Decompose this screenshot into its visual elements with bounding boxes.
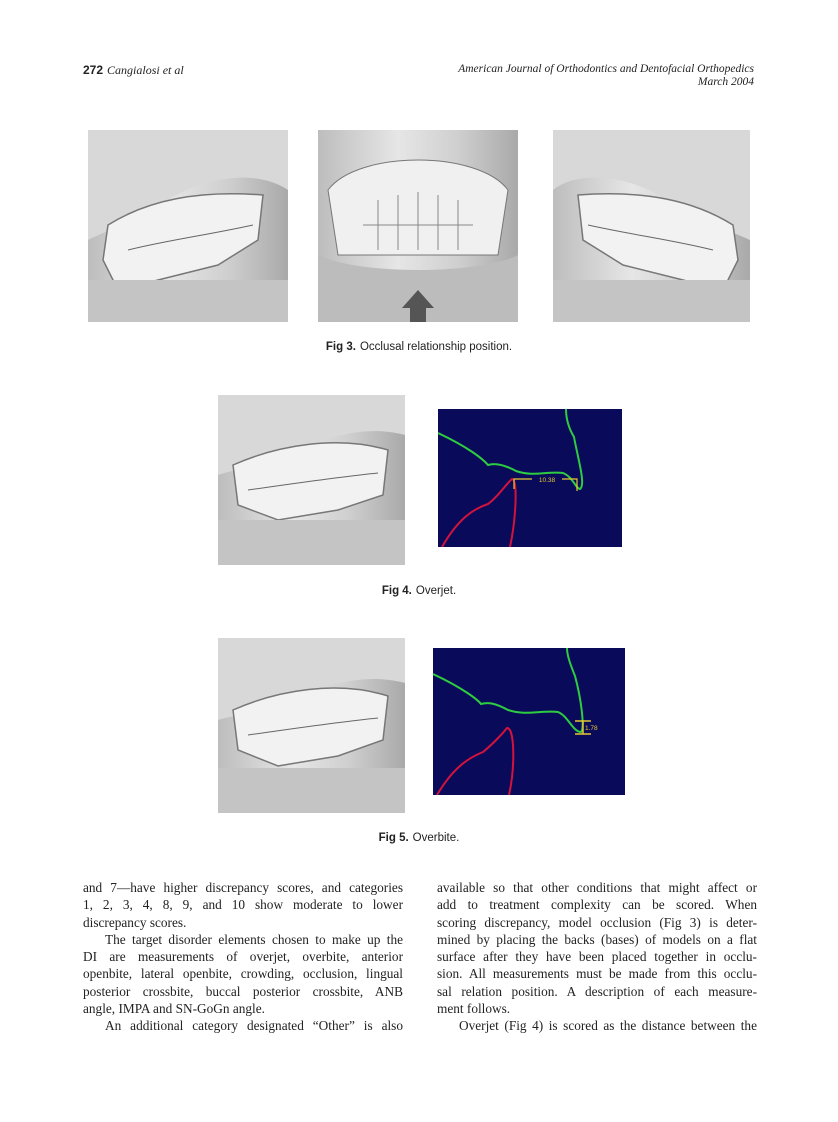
fig3-left-lateral-model-image [88,130,288,322]
fig3-right-lateral-model-image [553,130,750,322]
text-line: discrepancy scores. [83,914,187,930]
fig4-label: Fig 4. [381,585,412,597]
fig5-lateral-model-image [218,638,405,813]
text-line: The target disorder elements chosen to make up the [105,931,403,947]
text-line: add to treatment complexity can be scored. When [437,897,757,913]
fig4-overjet-tracing-image [438,409,622,547]
fig5-overbite-tracing-image [433,648,625,795]
text-line: posterior crossbite, buccal posterior crossbite, ANB [83,983,403,999]
fig3-caption-text: Occlusal relationship position. [359,341,513,353]
text-line: sal relation position. A description of each measure- [437,983,757,999]
body-left-column [83,879,403,1035]
fig3-frontal-model-image [318,130,518,322]
fig4-caption-text: Overjet. [415,585,457,597]
text-line: available so that other conditions that might affect or [437,880,757,895]
fig3-caption [0,341,838,353]
running-header-left [83,63,184,78]
text-line: DI are measurements of overjet, overbite, anterior [83,949,403,965]
text-line: 1, 2, 3, 4, 8, 9, and 10 show moderate to lower [83,897,403,913]
overjet-measurement: 10.38 [538,477,556,484]
fig4-lateral-model-image [218,395,405,565]
text-line: angle, IMPA and SN-GoGn angle. [83,1001,265,1017]
fig4-caption [0,585,838,597]
body-right-column [437,879,757,1035]
text-line: sion. All measurements must be made from this occlu- [437,966,757,982]
issue-date: March 2004 [697,76,754,88]
text-line: Overjet (Fig 4) is scored as the distance between the [459,1018,757,1034]
text-line: mined by placing the backs (bases) of models on a flat [437,931,757,947]
running-header-right [458,63,754,89]
page-number: 272 [83,63,104,77]
fig3-label: Fig 3. [325,341,356,353]
text-line: An additional category designated “Other” is also [105,1018,403,1034]
text-line: scoring discrepancy, model occlusion (Fig 3) is deter- [437,914,757,930]
fig5-caption [0,832,838,844]
text-line: ment follows. [437,1001,511,1017]
text-line: openbite, lateral openbite, crowding, occlusion, lingual [83,966,403,982]
journal-title: American Journal of Orthodontics and Dentofacial Orthopedics [458,63,754,75]
authors: Cangialosi et al [107,63,184,77]
text-line: and 7—have higher discrepancy scores, and categories [83,880,403,895]
fig5-caption-text: Overbite. [412,832,460,844]
fig5-label: Fig 5. [378,832,409,844]
text-line: surface after they have been placed together in occlu- [437,949,757,965]
overbite-measurement: 1.78 [585,725,598,732]
